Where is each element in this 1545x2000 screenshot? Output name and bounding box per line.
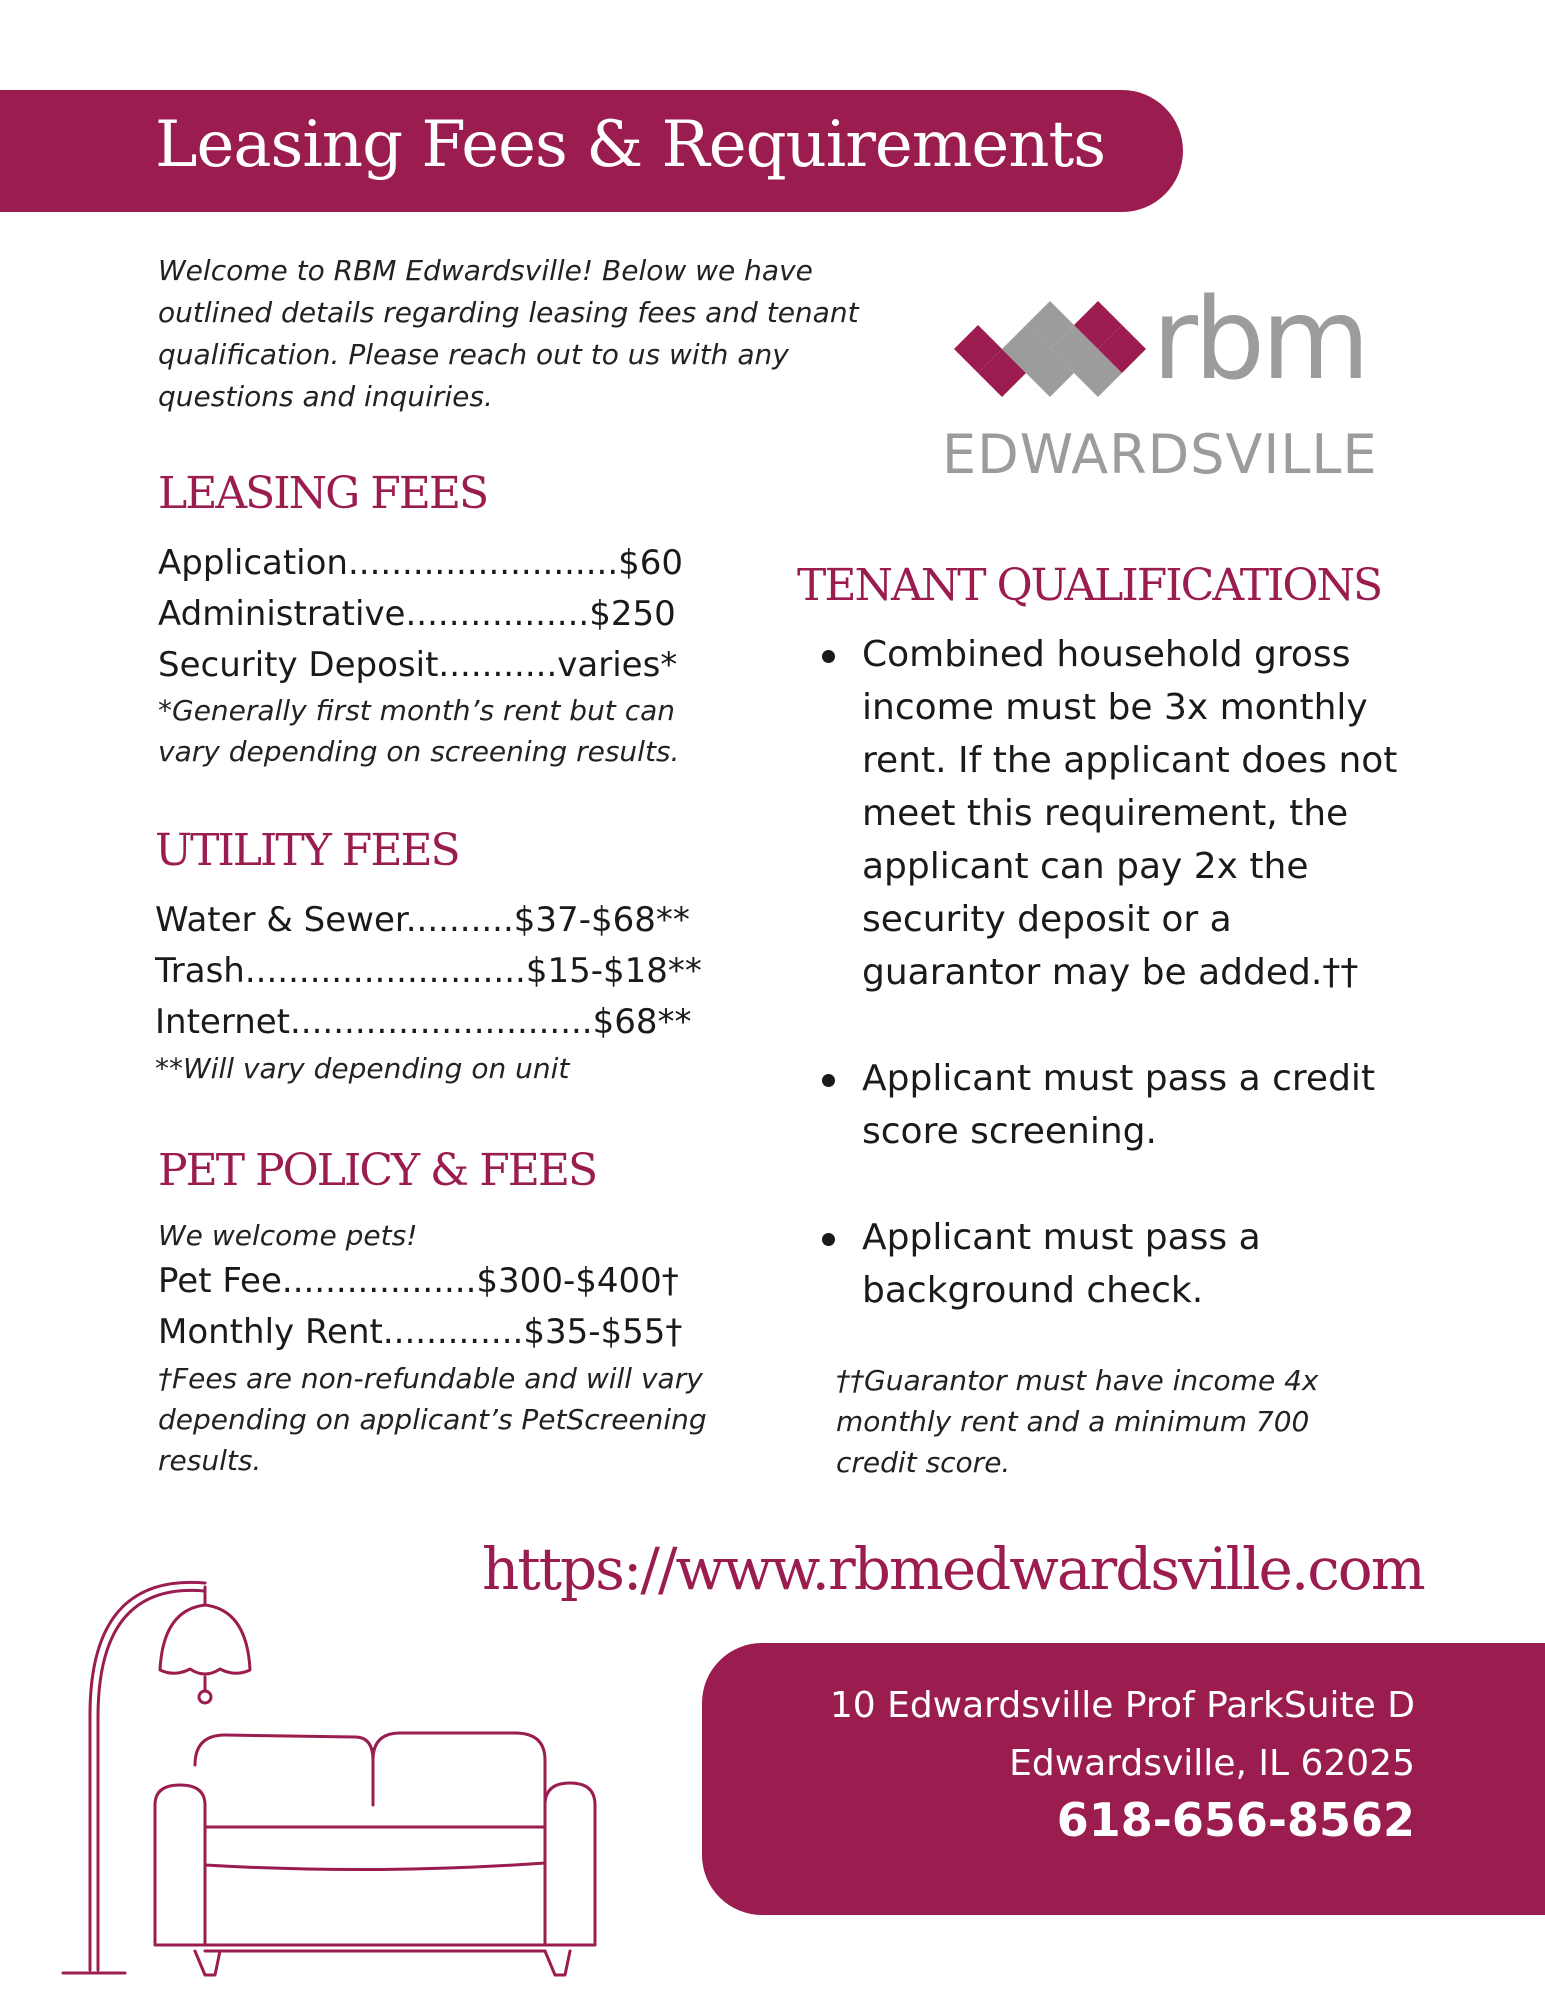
pet-fees-list xyxy=(158,1256,682,1358)
rbm-diamond-logo-icon xyxy=(940,285,1170,415)
pet-policy-note: †Fees are non-refundable and will vary depending on applicant’s PetScreening results. xyxy=(158,1362,707,1477)
fee-row: Monthly Rent.............$35-$55† xyxy=(158,1312,683,1352)
tenant-qualifications-heading: TENANT QUALIFICATIONS xyxy=(797,560,1382,611)
pet-policy-heading: PET POLICY & FEES xyxy=(158,1145,597,1196)
address-line-2: Edwardsville, IL 62025 xyxy=(1009,1743,1415,1784)
utility-fees-note: **Will vary depending on unit xyxy=(155,1052,570,1085)
leasing-fees-list xyxy=(158,538,683,691)
logo-subtitle: EDWARDSVILLE xyxy=(942,423,1378,486)
fee-row: Water & Sewer..........$37-$68** xyxy=(155,900,690,940)
utility-fees-heading: UTILITY FEES xyxy=(155,825,459,876)
fee-row: Internet............................$68** xyxy=(155,1002,692,1042)
leasing-fees-heading: LEASING FEES xyxy=(158,468,488,519)
rbm-logo xyxy=(940,275,1400,495)
utility-fees-list xyxy=(155,895,702,1048)
fee-row: Application.........................$60 xyxy=(158,543,684,583)
list-item: Applicant must pass a background check. xyxy=(818,1211,1418,1317)
guarantor-note: ††Guarantor must have income 4x monthly rent and a minimum 700 credit score. xyxy=(836,1364,1319,1479)
pet-welcome-text: We welcome pets! xyxy=(158,1219,418,1252)
tenant-qualifications-list xyxy=(818,628,1418,1317)
website-link[interactable]: https://www.rbmedwardsville.com xyxy=(482,1535,1424,1603)
fee-row: Security Deposit...........varies* xyxy=(158,645,678,685)
page-title: Leasing Fees & Requirements xyxy=(155,108,1106,182)
intro-text: Welcome to RBM Edwardsville! Below we have outlined details regarding leasing fees and tenant qualification. Please reach out to us with any questions and inquiries. xyxy=(158,254,859,413)
sofa-and-floor-lamp-icon xyxy=(55,1565,615,1985)
leasing-fees-note: *Generally first month’s rent but can vary depending on screening results. xyxy=(158,694,680,768)
address-line-1: 10 Edwardsville Prof ParkSuite D xyxy=(829,1685,1415,1726)
fee-row: Administrative.................$250 xyxy=(158,594,676,634)
list-item: Applicant must pass a credit score screening. xyxy=(818,1052,1418,1158)
fee-row: Trash..........................$15-$18** xyxy=(155,951,702,991)
fee-row: Pet Fee..................$300-$400† xyxy=(158,1261,679,1301)
list-item: Combined household gross income must be 3x monthly rent. If the applicant does not meet this requirement, the applicant can pay 2x the security deposit or a guarantor may be added.†† xyxy=(818,628,1418,999)
contact-box xyxy=(702,1643,1545,1915)
phone-number[interactable]: 618-656-8562 xyxy=(1056,1793,1415,1847)
logo-wordmark: rbm xyxy=(1152,275,1367,405)
